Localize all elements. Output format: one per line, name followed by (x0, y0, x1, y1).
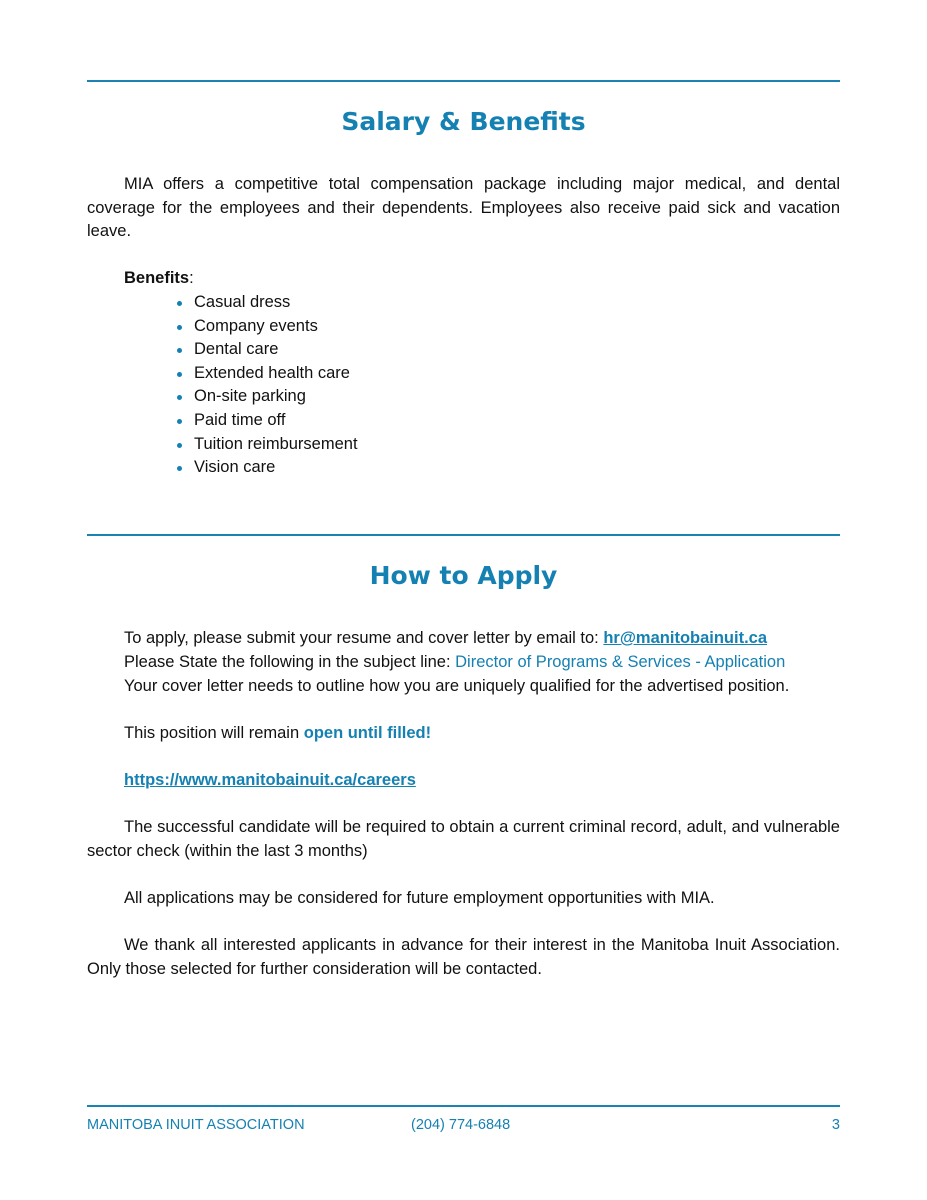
benefit-item (166, 338, 358, 362)
benefit-text: Extended health care (194, 363, 350, 382)
bullet-icon (177, 443, 182, 448)
bullet-icon (177, 466, 182, 471)
open-status: open until filled! (303, 724, 432, 742)
email-link[interactable]: hr@manitobainuit.ca (603, 629, 768, 647)
footer-divider (87, 1105, 840, 1107)
benefits-label (124, 267, 194, 291)
benefit-text: Dental care (194, 340, 279, 359)
benefits-list (166, 291, 358, 480)
email-prefix: To apply, please submit your resume and cover letter by email to: (124, 629, 604, 647)
benefit-text: Vision care (194, 458, 276, 477)
salary-heading: Salary & Benefits (341, 107, 586, 136)
bullet-icon (177, 348, 182, 353)
benefit-item (166, 362, 358, 386)
benefit-text: Tuition reimbursement (194, 434, 358, 453)
check-paragraph: The successful candidate will be required to obtain a current criminal record, adult, and vulnerable sector check (within the last 3 months) (87, 818, 840, 860)
bullet-icon (177, 419, 182, 424)
open-prefix: This position will remain (124, 724, 304, 742)
benefit-text: Casual dress (194, 293, 291, 311)
benefit-item (166, 315, 358, 339)
careers-link[interactable]: https://www.manitobainuit.ca/careers (124, 771, 416, 789)
subject-prefix: Please State the following in the subject line: (124, 653, 456, 671)
benefits-label-text: Benefits (124, 269, 190, 287)
subject-text: Director of Programs & Services - Application (455, 653, 786, 671)
benefit-text: On-site parking (194, 387, 306, 406)
salary-intro: MIA offers a competitive total compensation package including major medical, and dental coverage for the employees and their dependents. Employees also receive paid sick and vacation leave. (87, 175, 840, 240)
cover-letter-line: Your cover letter needs to outline how you are uniquely qualified for the advertised position. (124, 677, 790, 695)
benefit-item (166, 433, 358, 457)
top-divider (87, 80, 840, 82)
benefit-item (166, 291, 358, 315)
thanks-paragraph: We thank all interested applicants in advance for their interest in the Manitoba Inuit Association. Only those selected for further consideration will be contacted. (87, 936, 840, 978)
future-line: All applications may be considered for future employment opportunities with MIA. (124, 889, 715, 907)
bullet-icon (177, 301, 182, 306)
bullet-icon (177, 372, 182, 377)
benefits-label-colon: : (189, 269, 194, 287)
open-line (124, 722, 431, 746)
middle-divider (87, 534, 840, 536)
benefit-text: Company events (194, 316, 318, 335)
apply-heading: How to Apply (369, 561, 558, 590)
bullet-icon (177, 325, 182, 330)
footer-org: MANITOBA INUIT ASSOCIATION (87, 1117, 305, 1133)
benefit-text: Paid time off (194, 410, 286, 429)
bullet-icon (177, 395, 182, 400)
careers-line (124, 769, 416, 793)
benefit-item (166, 456, 358, 480)
page-number: 3 (831, 1117, 840, 1133)
benefit-item (166, 409, 358, 433)
email-line (124, 627, 767, 651)
benefit-item (166, 385, 358, 409)
footer-phone: (204) 774-6848 (411, 1117, 511, 1133)
subject-line (124, 651, 785, 675)
